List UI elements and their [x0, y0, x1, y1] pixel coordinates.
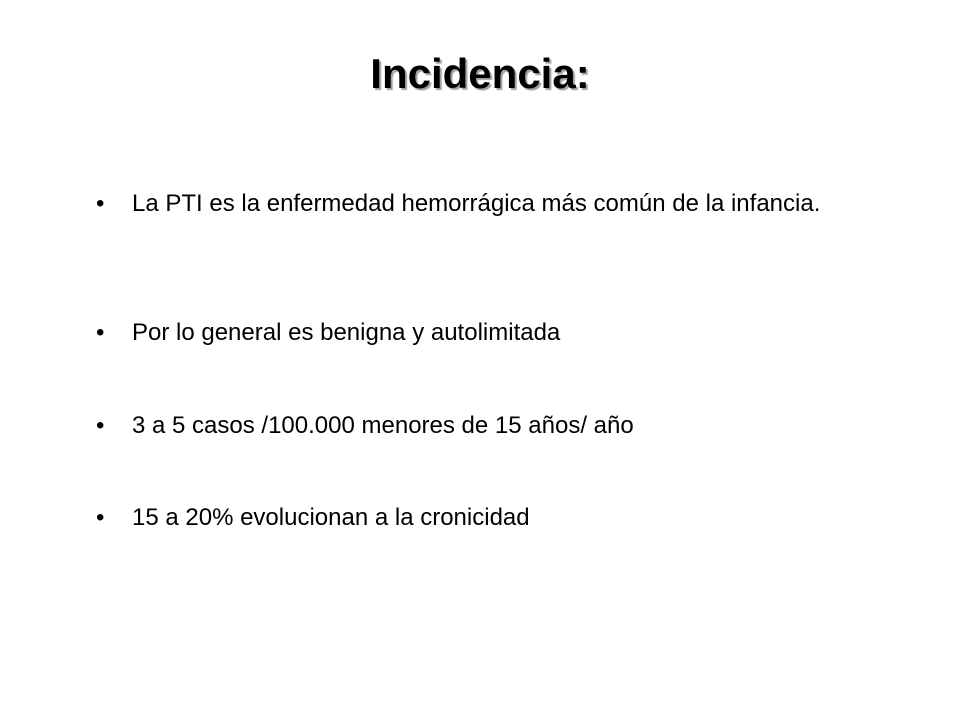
bullet-item: [96, 408, 836, 444]
bullet-dot-icon: •: [96, 504, 105, 531]
slide-title: Incidencia:: [370, 50, 590, 97]
bullet-item: [96, 186, 836, 222]
bullet-text: 15 a 20% evolucionan a la cronicidad: [132, 504, 530, 531]
bullet-dot-icon: •: [96, 319, 105, 346]
bullet-item: [96, 500, 836, 536]
bullet-dot-icon: •: [96, 190, 105, 217]
bullet-text: 3 a 5 casos /100.000 menores de 15 años/ año: [132, 412, 634, 439]
bullet-text: La PTI es la enfermedad hemorrágica más común de la infancia.: [132, 190, 821, 217]
bullet-dot-icon: •: [96, 412, 105, 439]
bullet-text: Por lo general es benigna y autolimitada: [132, 319, 561, 346]
bullet-item: [96, 315, 836, 351]
